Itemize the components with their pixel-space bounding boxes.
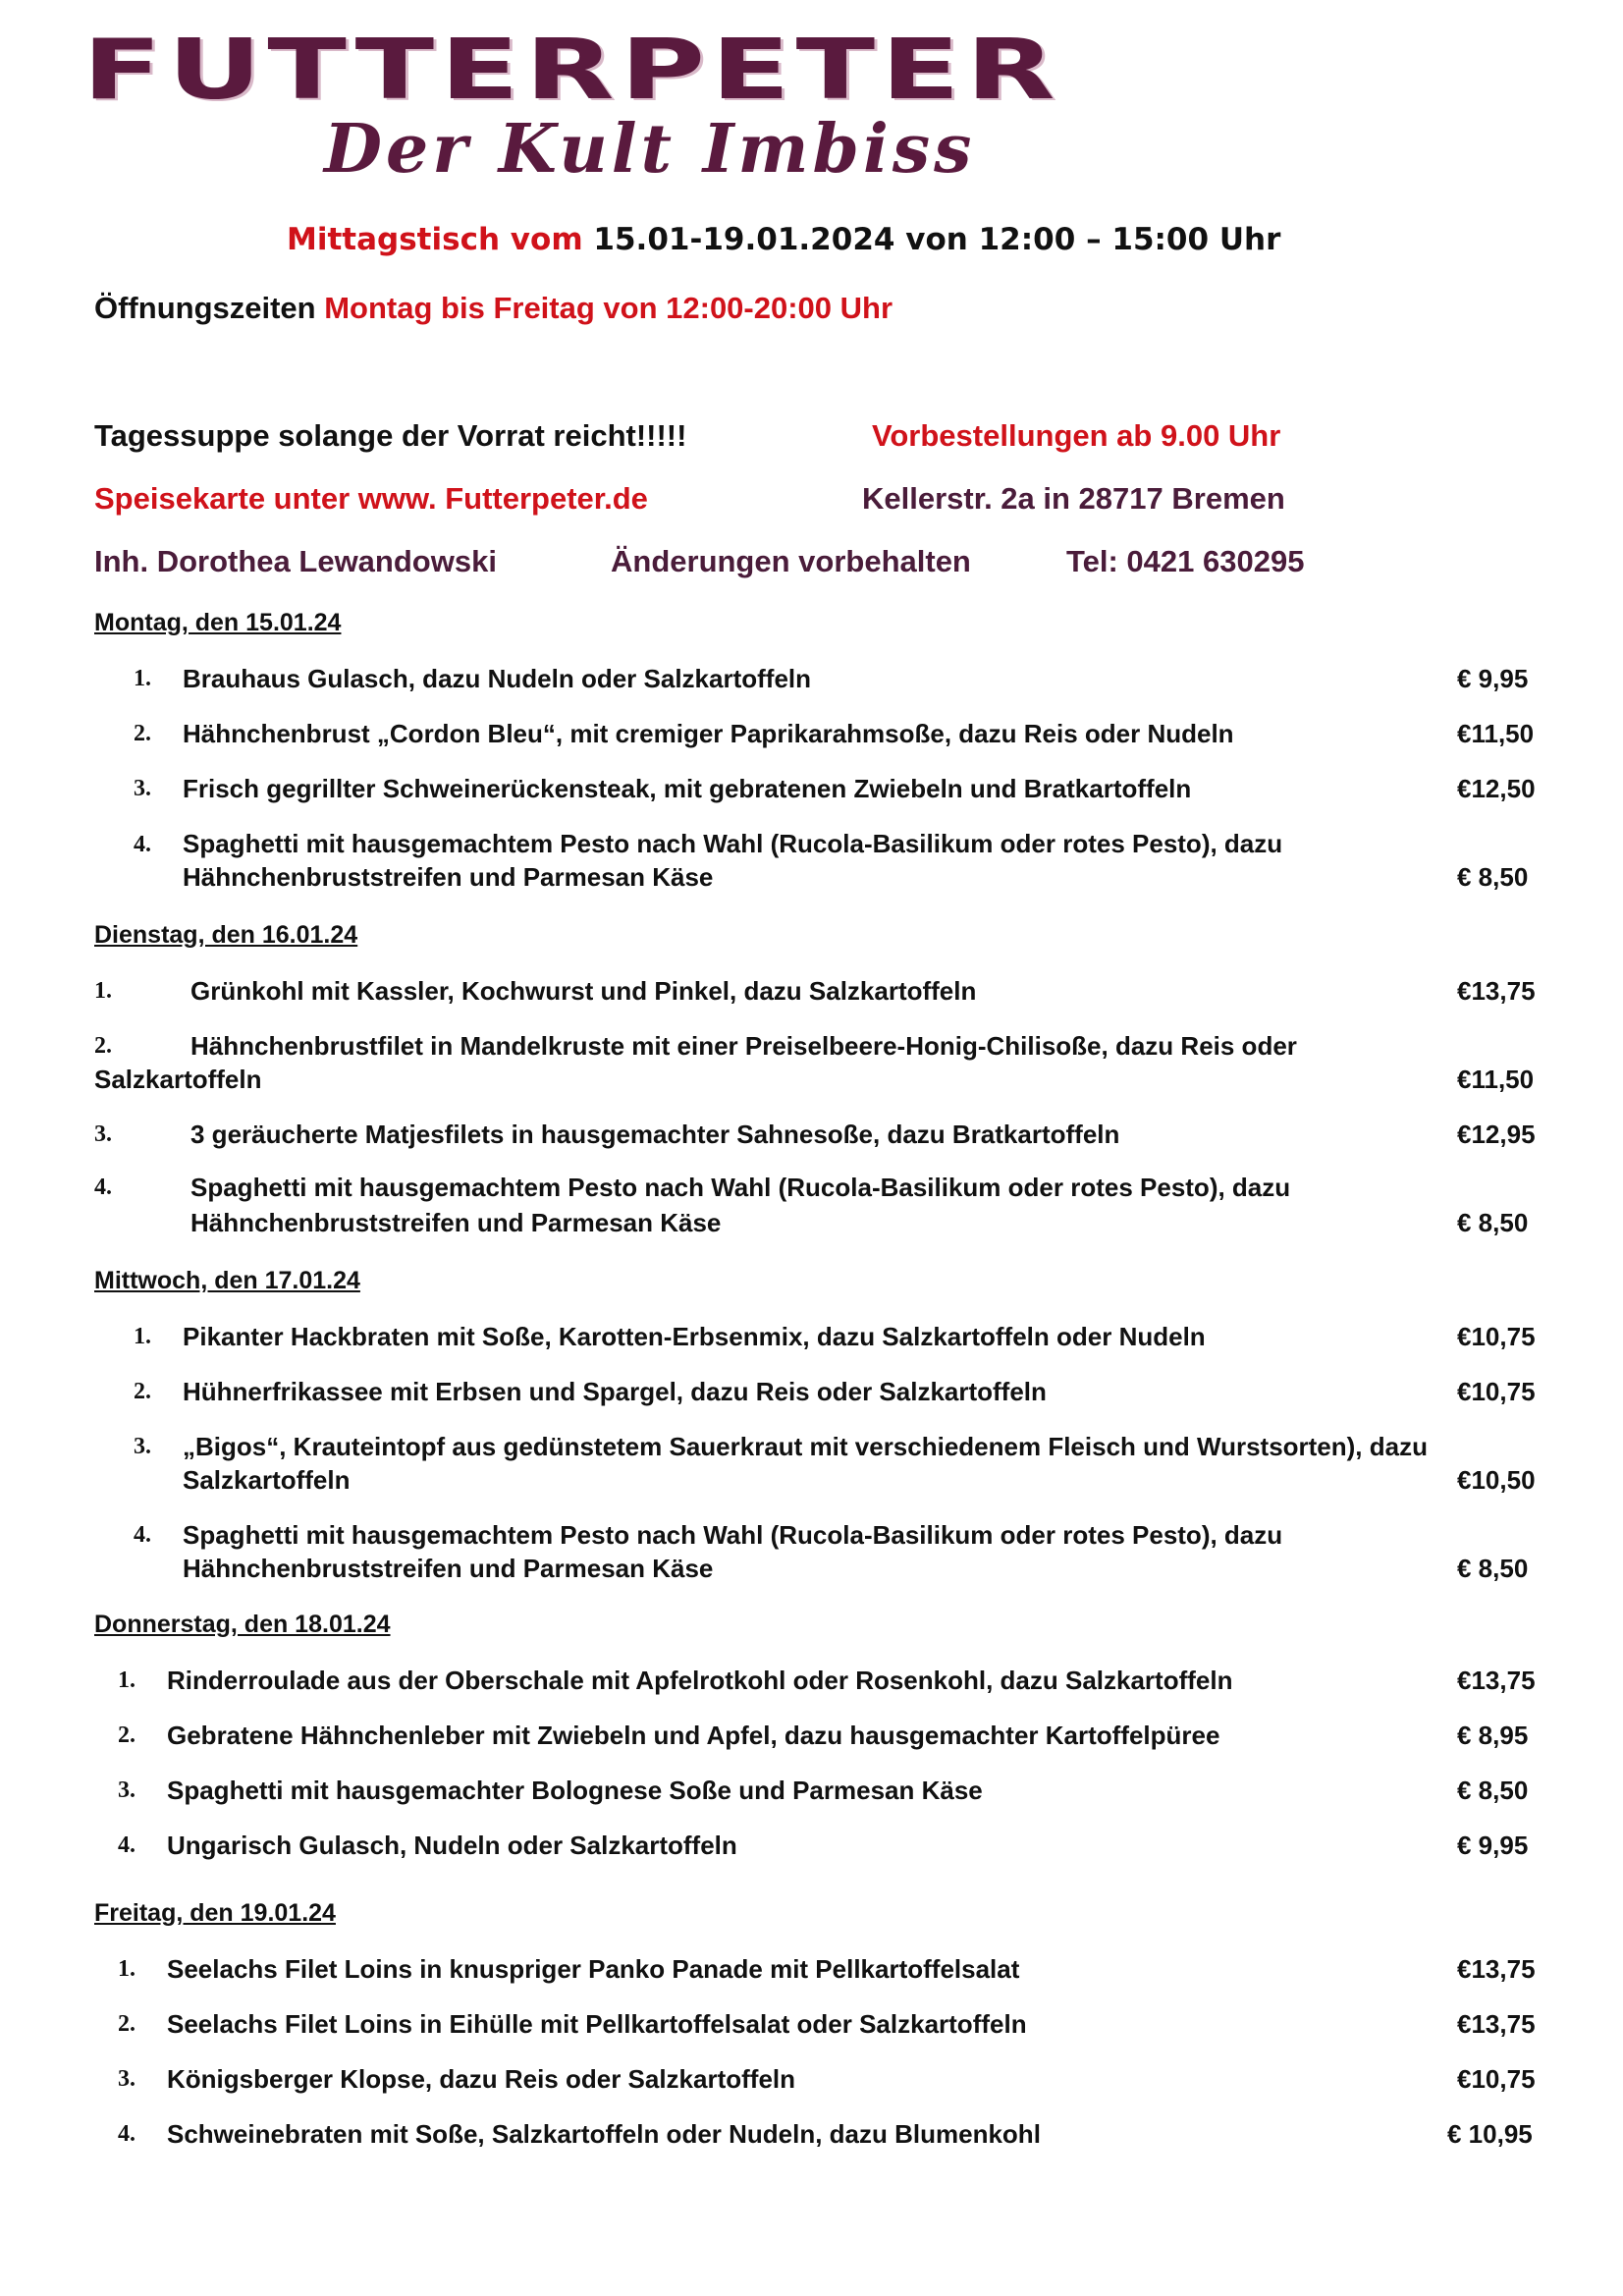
dish-name: Hühnerfrikassee mit Erbsen und Spargel, dazu Reis oder Salzkartoffeln xyxy=(183,1377,1047,1406)
item-number: 3. xyxy=(134,1434,151,1459)
item-number: 2. xyxy=(134,721,151,746)
hours-label: Öffnungszeiten xyxy=(94,291,316,325)
dish-price: € 9,95 xyxy=(1457,1831,1529,1860)
mittag-line xyxy=(287,222,1280,257)
dish-price: € 8,95 xyxy=(1457,1721,1529,1750)
dish-price: € 8,50 xyxy=(1457,1554,1529,1583)
day-title-thursday: Donnerstag, den 18.01.24 xyxy=(94,1611,391,1638)
dish-price: €10,75 xyxy=(1457,2064,1536,2094)
item-number: 1. xyxy=(134,1324,151,1349)
hours-value: Montag bis Freitag von 12:00-20:00 Uhr xyxy=(324,291,893,325)
phone: Tel: 0421 630295 xyxy=(1066,544,1305,578)
logo-subtitle: Der Kult Imbiss xyxy=(324,110,976,189)
dish-name: Rinderroulade aus der Oberschale mit Apfelrotkohl oder Rosenkohl, dazu Salzkartoffeln xyxy=(167,1666,1233,1695)
dish-price: €10,75 xyxy=(1457,1377,1536,1406)
item-number: 3. xyxy=(118,2066,135,2092)
item-number: 1. xyxy=(118,1667,135,1693)
dish-price: € 10,95 xyxy=(1447,2119,1533,2149)
dish-price: €10,75 xyxy=(1457,1322,1536,1351)
dish-name-continued: Salzkartoffeln xyxy=(94,1065,262,1094)
website-note: Speisekarte unter www. Futterpeter.de xyxy=(94,481,648,516)
item-number: 4. xyxy=(118,2121,135,2147)
address: Kellerstr. 2a in 28717 Bremen xyxy=(862,481,1285,516)
day-title-friday: Freitag, den 19.01.24 xyxy=(94,1899,336,1927)
mittag-label: Mittagstisch vom xyxy=(287,222,583,257)
item-number: 2. xyxy=(118,1722,135,1748)
dish-name: Seelachs Filet Loins in knuspriger Panko Panade mit Pellkartoffelsalat xyxy=(167,1954,1020,1984)
dish-price: €10,50 xyxy=(1457,1465,1536,1495)
item-number: 3. xyxy=(118,1777,135,1803)
dish-price: €11,50 xyxy=(1457,1065,1535,1094)
dish-name: Gebratene Hähnchenleber mit Zwiebeln und Apfel, dazu hausgemachter Kartoffelpüree xyxy=(167,1721,1220,1750)
dish-name: Schweinebraten mit Soße, Salzkartoffeln oder Nudeln, dazu Blumenkohl xyxy=(167,2119,1041,2149)
dish-name: Hähnchenbrustfilet in Mandelkruste mit einer Preiselbeere-Honig-Chilisoße, dazu Reis oder xyxy=(190,1031,1297,1061)
dish-name: Brauhaus Gulasch, dazu Nudeln oder Salzkartoffeln xyxy=(183,664,812,693)
logo-title: FUTTERPETER xyxy=(82,20,1061,119)
item-number: 4. xyxy=(134,1522,151,1548)
mittag-value: 15.01-19.01.2024 von 12:00 – 15:00 Uhr xyxy=(593,222,1281,257)
dish-price: € 8,50 xyxy=(1457,1776,1529,1805)
dish-name: Frisch gegrillter Schweinerückensteak, mit gebratenen Zwiebeln und Bratkartoffeln xyxy=(183,774,1192,803)
dish-name-continued: Hähnchenbruststreifen und Parmesan Käse xyxy=(183,862,714,892)
dish-name: Spaghetti mit hausgemachtem Pesto nach Wahl (Rucola-Basilikum oder rotes Pesto), dazu xyxy=(183,829,1283,858)
dish-name: „Bigos“, Krauteintopf aus gedünstetem Sauerkraut mit verschiedenem Fleisch und Wurstsorten), dazu xyxy=(183,1432,1428,1461)
item-number: 1. xyxy=(118,1956,135,1982)
item-number: 4. xyxy=(94,1175,112,1200)
item-number: 3. xyxy=(94,1121,112,1147)
item-number: 3. xyxy=(134,776,151,801)
item-number: 4. xyxy=(134,832,151,857)
dish-name: Seelachs Filet Loins in Eihülle mit Pellkartoffelsalat oder Salzkartoffeln xyxy=(167,2009,1027,2039)
day-title-tuesday: Dienstag, den 16.01.24 xyxy=(94,921,358,949)
dish-name-continued: Salzkartoffeln xyxy=(183,1465,351,1495)
dish-name: 3 geräucherte Matjesfilets in hausgemachter Sahnesoße, dazu Bratkartoffeln xyxy=(190,1120,1120,1149)
dish-name-continued: Hähnchenbruststreifen und Parmesan Käse xyxy=(190,1208,722,1237)
item-number: 2. xyxy=(134,1379,151,1404)
opening-hours xyxy=(94,291,893,326)
owner: Inh. Dorothea Lewandowski xyxy=(94,544,497,578)
dish-name: Ungarisch Gulasch, Nudeln oder Salzkartoffeln xyxy=(167,1831,737,1860)
dish-price: € 8,50 xyxy=(1457,1208,1529,1237)
dish-price: € 9,95 xyxy=(1457,664,1529,693)
dish-price: €13,75 xyxy=(1457,976,1536,1006)
preorder-note: Vorbestellungen ab 9.00 Uhr xyxy=(872,418,1281,453)
dish-price: €11,50 xyxy=(1457,719,1535,748)
day-title-wednesday: Mittwoch, den 17.01.24 xyxy=(94,1267,360,1294)
dish-price: €13,75 xyxy=(1457,1954,1536,1984)
changes-note: Änderungen vorbehalten xyxy=(611,544,971,578)
dish-price: €12,50 xyxy=(1457,774,1536,803)
item-number: 1. xyxy=(94,978,112,1004)
item-number: 1. xyxy=(134,666,151,691)
dish-name: Königsberger Klopse, dazu Reis oder Salzkartoffeln xyxy=(167,2064,796,2094)
dish-name: Spaghetti mit hausgemachtem Pesto nach Wahl (Rucola-Basilikum oder rotes Pesto), dazu xyxy=(190,1173,1291,1202)
day-title-monday: Montag, den 15.01.24 xyxy=(94,609,342,636)
soup-note: Tagessuppe solange der Vorrat reicht!!!!! xyxy=(94,418,687,453)
item-number: 4. xyxy=(118,1832,135,1858)
dish-price: €12,95 xyxy=(1457,1120,1536,1149)
dish-name: Spaghetti mit hausgemachter Bolognese Soße und Parmesan Käse xyxy=(167,1776,983,1805)
dish-name: Grünkohl mit Kassler, Kochwurst und Pinkel, dazu Salzkartoffeln xyxy=(190,976,977,1006)
dish-name: Hähnchenbrust „Cordon Bleu“, mit cremiger Paprikarahmsoße, dazu Reis oder Nudeln xyxy=(183,719,1234,748)
item-number: 2. xyxy=(118,2011,135,2037)
dish-name: Pikanter Hackbraten mit Soße, Karotten-Erbsenmix, dazu Salzkartoffeln oder Nudeln xyxy=(183,1322,1206,1351)
dish-name: Spaghetti mit hausgemachtem Pesto nach Wahl (Rucola-Basilikum oder rotes Pesto), dazu xyxy=(183,1520,1283,1550)
dish-name-continued: Hähnchenbruststreifen und Parmesan Käse xyxy=(183,1554,714,1583)
dish-price: €13,75 xyxy=(1457,2009,1536,2039)
dish-price: €13,75 xyxy=(1457,1666,1536,1695)
dish-price: € 8,50 xyxy=(1457,862,1529,892)
item-number: 2. xyxy=(94,1033,112,1059)
